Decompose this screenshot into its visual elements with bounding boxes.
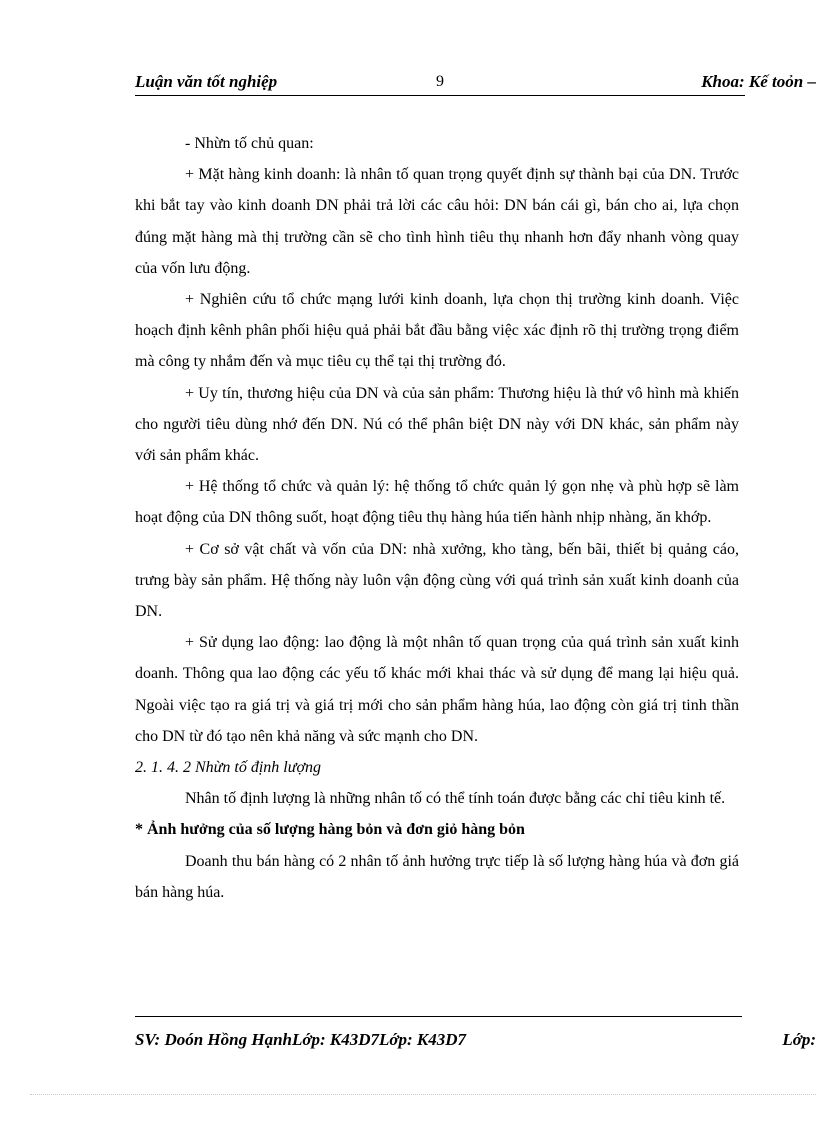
paragraph-management-system: + Hệ thống tổ chức và quản lý: hệ thống tổ chức quản lý gọn nhẹ và phù hợp sẽ làm hoạt động của DN thông suốt, hoạt động tiêu thụ hàng húa tiến hành nhịp nhàng, ăn khớp. [135, 478, 739, 527]
paragraph-quantitative-factors: Nhân tố định lượng là những nhân tố có thể tính toán được bằng các chỉ tiêu kinh tế. [185, 790, 726, 808]
header-rule [135, 95, 745, 96]
page-header [135, 72, 816, 98]
header-thesis-title: Luận văn tốt nghiệp [135, 72, 278, 91]
page-footer [135, 1016, 816, 1056]
paragraph-product-line: + Mặt hàng kinh doanh: là nhân tố quan trọng quyết định sự thành bại của DN. Trước khi bắt tay vào kinh doanh DN phải trả lời các câu hỏi: DN bán cái gì, bán cho ai, lựa chọn đúng mặt hàng mà thị trường cần sẽ cho tình hình tiêu thụ nhanh hơn đẩy nhanh vòng quay của vốn lưu động. [135, 166, 739, 277]
section-heading-quantitative: 2. 1. 4. 2 Nhừn tố định lượng [135, 759, 321, 777]
paragraph-subjective-factors: - Nhừn tố chủ quan: [185, 135, 314, 152]
footer-class: Lớp: [782, 1030, 816, 1049]
header-faculty: Khoa: Kế toỏn – [701, 72, 816, 91]
paragraph-network-research: + Nghiên cứu tổ chức mạng lưới kinh doanh, lựa chọn thị trường kinh doanh. Việc hoạch định kênh phân phối hiệu quả phải bắt đầu bằng việc xác định rõ thị trường trọng điểm mà công ty nhắm đến và mục tiêu cụ thể tại thị trường đó. [135, 291, 739, 371]
document-body [135, 128, 739, 908]
heading-quantity-price-impact: * Ảnh hưởng của số lượng hàng bỏn và đơn giỏ hàng bỏn [135, 821, 525, 839]
footer-rule [135, 1016, 742, 1017]
paragraph-revenue-factors: Doanh thu bán hàng có 2 nhân tố ảnh hưởng trực tiếp là số lượng hàng húa và đơn giá bán hàng húa. [135, 852, 739, 901]
paragraph-facilities-capital: + Cơ sở vật chất và vốn của DN: nhà xưởng, kho tàng, bến bãi, thiết bị quảng cáo, trưng bày sản phẩm. Hệ thống này luôn vận động cùng với quá trình sản xuất kinh doanh của DN. [135, 540, 739, 621]
paragraph-labor-use: + Sử dụng lao động: lao động là một nhân tố quan trọng của quá trình sản xuất kinh doanh. Thông qua lao động các yếu tố khác mới khai thác và sử dụng để mang lại hiệu quả. Ngoài việc tạo ra giá trị và giá trị mới cho sản phẩm hàng húa, lao động còn giá trị tinh thần cho DN từ đó tạo nên khả năng và sức mạnh cho DN. [135, 634, 739, 745]
footer-student: SV: Doón Hồng HạnhLớp: K43D7Lớp: K43D7 [135, 1030, 467, 1049]
page-number: 9 [436, 73, 444, 90]
paragraph-brand-reputation: + Uy tín, thương hiệu của DN và của sản phẩm: Thương hiệu là thứ vô hình mà khiến cho người tiêu dùng nhớ đến DN. Nú có thể phân biệt DN này với DN khác, sản phẩm này với sản phẩm khác. [135, 384, 739, 465]
page-bottom-divider [30, 1094, 816, 1095]
